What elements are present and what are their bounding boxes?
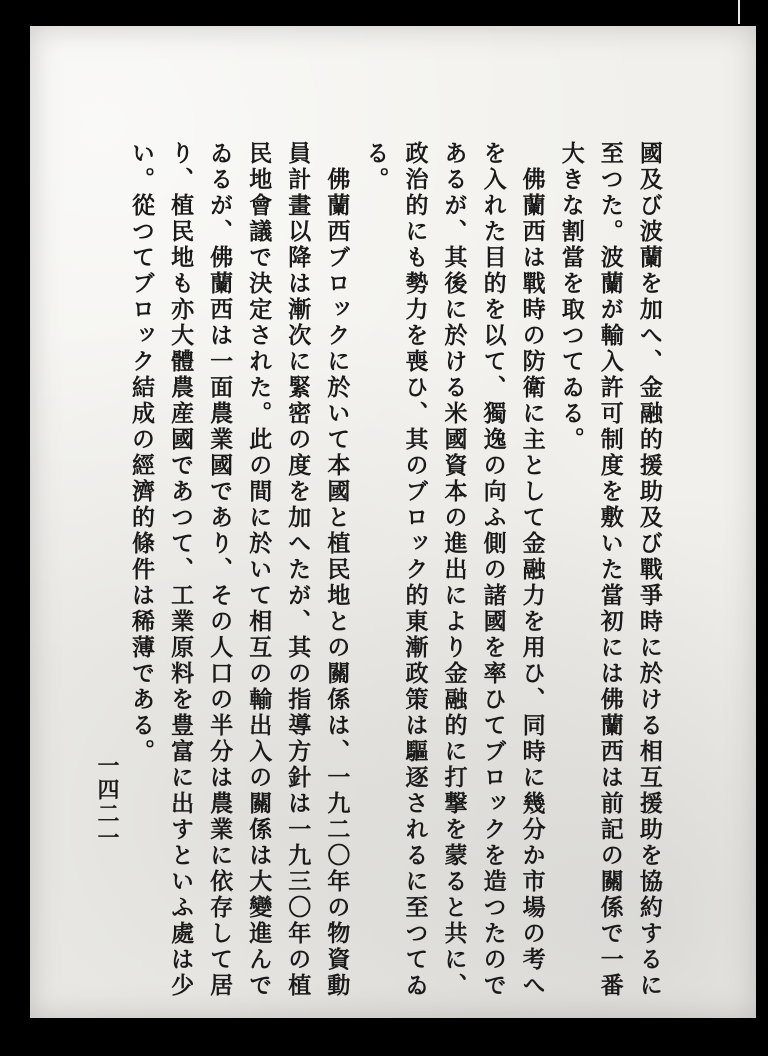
scan-edge-mark	[738, 0, 740, 24]
text-line: 政治的にも勢力を喪ひ、其のブロック的東漸政策は驅逐されるに至つてゐ	[401, 141, 429, 999]
text-line: 至つた。波蘭が輸入許可制度を敷いた當初には佛蘭西は前記の關係で一番	[596, 141, 624, 999]
text-line: 員計畫以降は漸次に緊密の度を加へたが、其の指導方針は一九三〇年の植	[284, 141, 312, 999]
text-line: ゐるが、佛蘭西は一面農業國であり、その人口の半分は農業に依存して居	[206, 141, 234, 999]
text-line: る。	[362, 141, 390, 193]
text-line: あるが、其後に於ける米國資本の進出により金融的に打撃を蒙ると共に、	[440, 141, 468, 999]
text-line: 佛蘭西ブロックに於いて本國と植民地との關係は、一九二〇年の物資動	[323, 167, 351, 999]
text-line: 大きな割當を取つてゐる。	[557, 141, 585, 453]
body-text	[125, 141, 665, 1001]
text-line: 佛蘭西は戰時の防衛に主として金融力を用ひ、同時に幾分か市場の考へ	[518, 167, 546, 999]
document-page	[30, 26, 756, 1018]
page-number: 一四二一	[94, 754, 120, 850]
text-line: を入れた目的を以て、獨逸の向ふ側の諸國を率ひてブロックを造つたので	[479, 141, 507, 999]
text-line: い。從つてブロック結成の經濟的條件は稀薄である。	[128, 141, 155, 765]
text-line: 民地會議で決定された。此の間に於いて相互の輸出入の關係は大變進んで	[245, 141, 273, 999]
text-line: 國及び波蘭を加へ、金融的援助及び戰爭時に於ける相互援助を協約するに	[635, 141, 663, 999]
text-line: り、植民地も亦大體農産國であつて、工業原料を豊富に出すといふ處は少	[167, 141, 195, 999]
